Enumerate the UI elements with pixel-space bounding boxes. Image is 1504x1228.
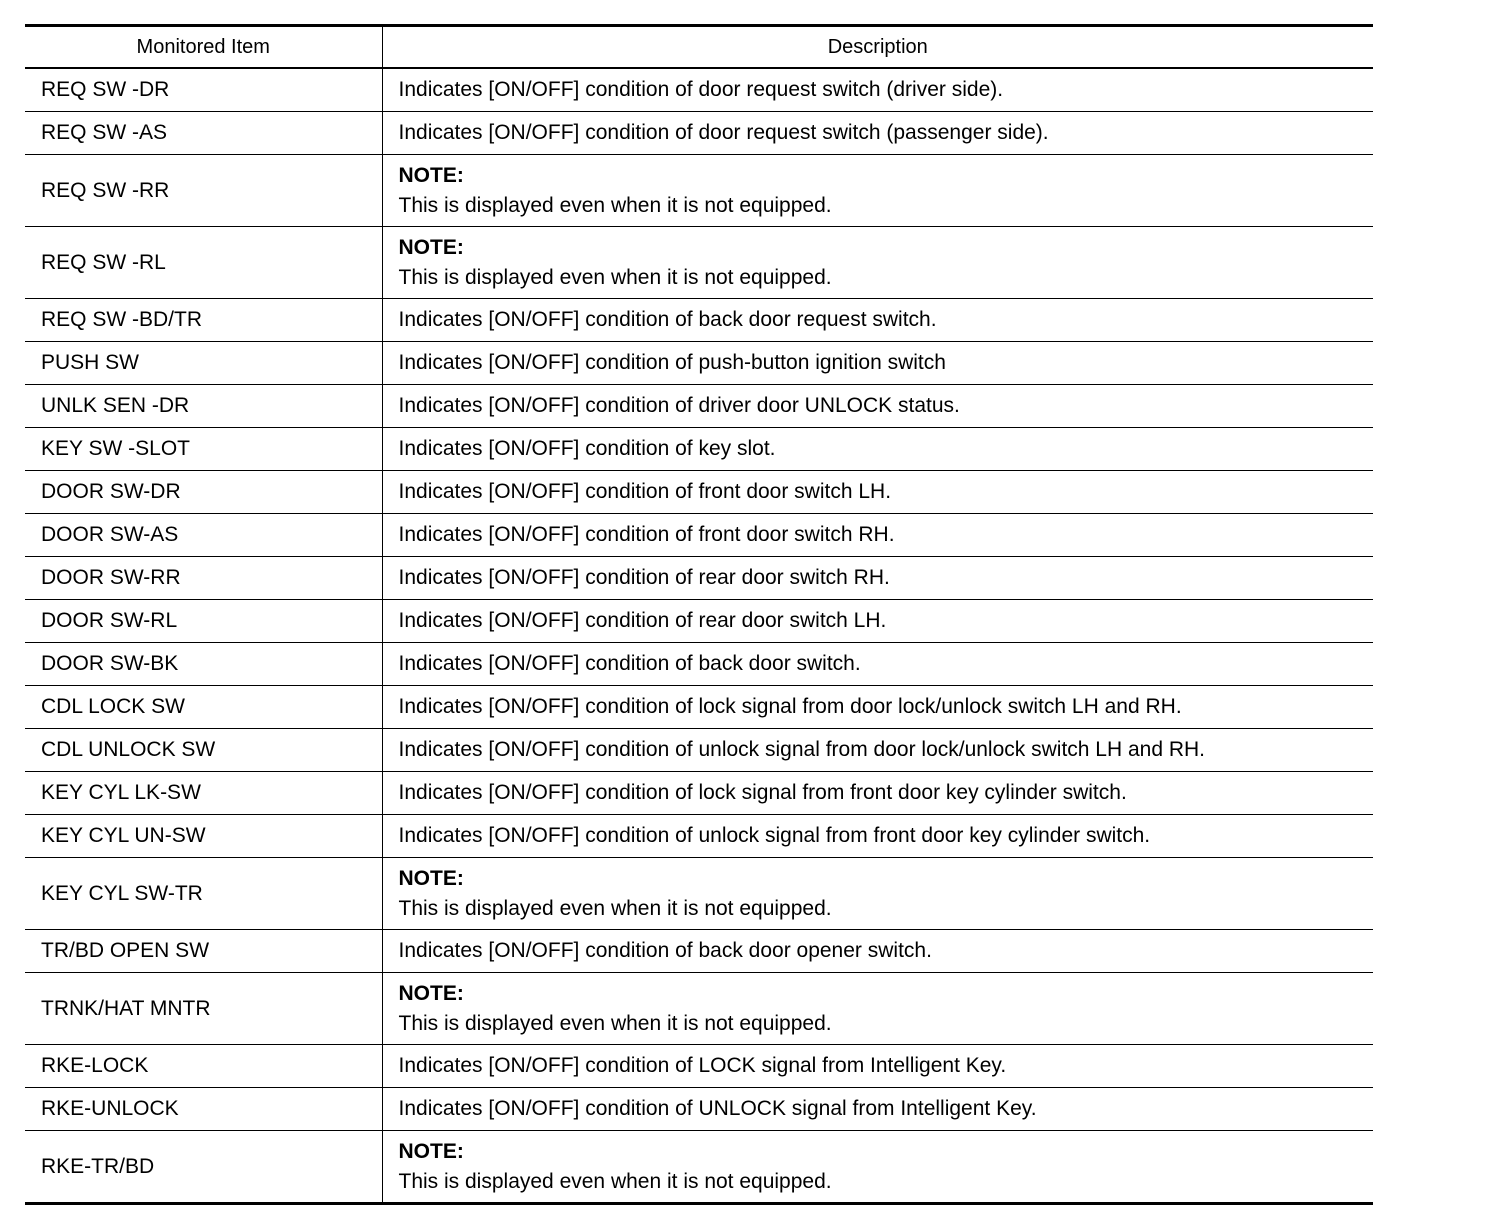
monitored-item-cell: CDL UNLOCK SW [25,729,382,772]
monitored-item-cell: KEY CYL LK-SW [25,772,382,815]
table-row [25,68,1373,112]
description-cell [382,227,1373,299]
description-cell: Indicates [ON/OFF] condition of back door opener switch. [382,930,1373,973]
description-cell: Indicates [ON/OFF] condition of driver door UNLOCK status. [382,385,1373,428]
monitored-item-cell: REQ SW -DR [25,68,382,112]
note-text: This is displayed even when it is not equipped. [398,1169,832,1193]
monitored-item-cell: DOOR SW-DR [25,471,382,514]
note-text: This is displayed even when it is not equipped. [398,1011,832,1035]
monitored-item-cell: UNLK SEN -DR [25,385,382,428]
note-text: This is displayed even when it is not equipped. [398,896,832,920]
table-row [25,858,1373,930]
table-row [25,772,1373,815]
monitored-item-cell: KEY SW -SLOT [25,428,382,471]
table-row [25,514,1373,557]
description-cell [382,155,1373,227]
table-row [25,471,1373,514]
note-text: This is displayed even when it is not equipped. [398,193,832,217]
table-row [25,155,1373,227]
table-row [25,385,1373,428]
description-cell: Indicates [ON/OFF] condition of unlock signal from door lock/unlock switch LH and RH. [382,729,1373,772]
table-row [25,973,1373,1045]
description-cell [382,858,1373,930]
note-text: This is displayed even when it is not equipped. [398,265,832,289]
description-cell: Indicates [ON/OFF] condition of back door switch. [382,643,1373,686]
description-cell: Indicates [ON/OFF] condition of rear door switch LH. [382,600,1373,643]
note-label: NOTE: [398,235,464,259]
table-row [25,112,1373,155]
header-monitored-item: Monitored Item [25,26,382,69]
description-cell: Indicates [ON/OFF] condition of front door switch RH. [382,514,1373,557]
description-cell: Indicates [ON/OFF] condition of UNLOCK signal from Intelligent Key. [382,1088,1373,1131]
monitored-item-cell: DOOR SW-RL [25,600,382,643]
description-cell: Indicates [ON/OFF] condition of key slot. [382,428,1373,471]
table-row [25,227,1373,299]
table-body [25,68,1373,1204]
monitored-item-cell: REQ SW -AS [25,112,382,155]
table-row [25,930,1373,973]
table-row [25,600,1373,643]
table-row [25,686,1373,729]
table-row [25,815,1373,858]
monitored-item-cell: RKE-UNLOCK [25,1088,382,1131]
description-cell: Indicates [ON/OFF] condition of LOCK signal from Intelligent Key. [382,1045,1373,1088]
description-cell: Indicates [ON/OFF] condition of lock signal from front door key cylinder switch. [382,772,1373,815]
table-row [25,1088,1373,1131]
note-label: NOTE: [398,866,464,890]
description-cell: Indicates [ON/OFF] condition of unlock signal from front door key cylinder switch. [382,815,1373,858]
note-label: NOTE: [398,163,464,187]
description-cell [382,1131,1373,1204]
monitored-item-cell: RKE-LOCK [25,1045,382,1088]
table-row [25,643,1373,686]
table-row [25,428,1373,471]
monitored-item-cell: REQ SW -RL [25,227,382,299]
description-cell: Indicates [ON/OFF] condition of door request switch (passenger side). [382,112,1373,155]
monitored-item-cell: DOOR SW-AS [25,514,382,557]
monitored-item-cell: RKE-TR/BD [25,1131,382,1204]
note-label: NOTE: [398,981,464,1005]
description-cell: Indicates [ON/OFF] condition of push-button ignition switch [382,342,1373,385]
description-cell: Indicates [ON/OFF] condition of door request switch (driver side). [382,68,1373,112]
monitored-item-cell: REQ SW -RR [25,155,382,227]
table-header-row [25,26,1373,69]
monitored-item-cell: DOOR SW-RR [25,557,382,600]
table-row [25,557,1373,600]
monitored-item-cell: CDL LOCK SW [25,686,382,729]
table-row [25,299,1373,342]
description-cell: Indicates [ON/OFF] condition of rear door switch RH. [382,557,1373,600]
monitored-item-table [25,24,1373,1205]
monitored-item-cell: KEY CYL SW-TR [25,858,382,930]
monitored-item-cell: REQ SW -BD/TR [25,299,382,342]
description-cell: Indicates [ON/OFF] condition of front door switch LH. [382,471,1373,514]
monitored-item-cell: TR/BD OPEN SW [25,930,382,973]
monitored-item-cell: PUSH SW [25,342,382,385]
table-row [25,1045,1373,1088]
monitored-item-cell: TRNK/HAT MNTR [25,973,382,1045]
description-cell: Indicates [ON/OFF] condition of lock signal from door lock/unlock switch LH and RH. [382,686,1373,729]
monitored-item-cell: KEY CYL UN-SW [25,815,382,858]
table-row [25,729,1373,772]
monitored-item-cell: DOOR SW-BK [25,643,382,686]
note-label: NOTE: [398,1139,464,1163]
header-description: Description [382,26,1373,69]
description-cell [382,973,1373,1045]
table-row [25,342,1373,385]
description-cell: Indicates [ON/OFF] condition of back door request switch. [382,299,1373,342]
table-row [25,1131,1373,1204]
